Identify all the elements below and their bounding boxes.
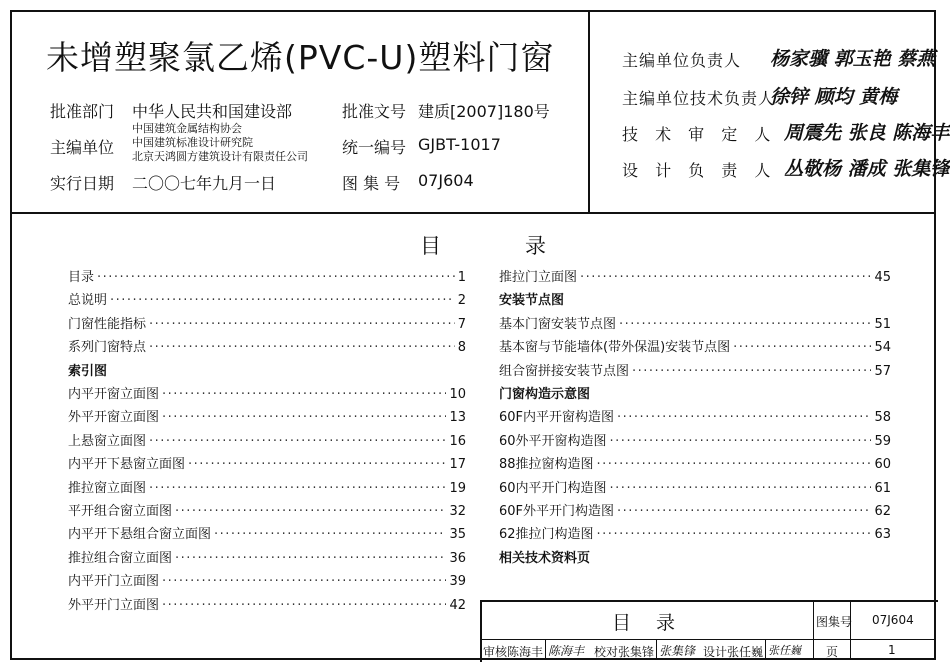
approval-doc-label: 批准文号 <box>342 102 407 121</box>
toc-entry-page: 17 <box>449 457 466 473</box>
approval-dept: 中华人民共和国建设部 <box>132 102 293 121</box>
toc-entry[interactable] <box>68 525 466 545</box>
toc-entry[interactable] <box>68 502 466 522</box>
toc-entry-label: 系列门窗特点 <box>68 340 147 356</box>
toc-entry-page: 10 <box>449 387 466 402</box>
unified-no-label: 统一编号 <box>342 138 407 157</box>
toc-entry-label: 目录 <box>68 270 95 285</box>
toc-entry-label: 平开组合窗立面图 <box>68 504 173 519</box>
toc-entry[interactable] <box>68 291 466 311</box>
review-name: 陈海丰 <box>507 645 544 659</box>
toc-entry[interactable] <box>68 268 466 288</box>
toc-entry-label: 外平开窗立面图 <box>68 410 160 426</box>
toc-entry-label: 内平开窗立面图 <box>68 387 160 402</box>
editor-unit-label: 主编单位 <box>50 138 115 157</box>
toc-entry-page: 42 <box>449 597 466 613</box>
responsible-label-3: 技 术 审 定 人 <box>622 125 777 144</box>
page-number: 1 <box>888 643 896 657</box>
atlas-no-label: 图 集 号 <box>342 174 401 193</box>
design-label: 设计 <box>703 645 728 659</box>
editor-unit-2: 中国建筑标准设计研究院 <box>132 136 253 149</box>
toc-leader-dots <box>597 525 872 545</box>
toc-entry-page: 61 <box>874 480 891 496</box>
toc-entry-page: 45 <box>874 270 891 285</box>
toc-entry[interactable] <box>68 385 466 405</box>
toc-entry-label: 上悬窗立面图 <box>68 433 147 449</box>
toc-section-heading: 安装节点图 <box>499 293 565 309</box>
toc-entry-page: 7 <box>457 316 466 332</box>
toc-entry-page: 62 <box>874 504 891 519</box>
toc-entry-page: 19 <box>449 480 466 496</box>
toc-entry-page: 54 <box>874 340 891 356</box>
toc-entry-label: 基本窗与节能墙体(带外保温)安装节点图 <box>499 340 731 356</box>
page-label: 页 <box>826 645 839 659</box>
check-signature: 张集锋 <box>659 644 696 658</box>
title-block-sep-2 <box>656 639 657 660</box>
responsible-label-1: 主编单位负责人 <box>622 51 742 70</box>
title-block-hline <box>480 639 936 640</box>
toc-leader-dots <box>580 268 871 288</box>
toc-leader-dots <box>214 525 446 545</box>
responsible-label-4: 设 计 负 责 人 <box>622 161 777 180</box>
toc-heading: 目 录 <box>420 234 546 258</box>
toc-entry-page: 35 <box>449 527 466 543</box>
toc-leader-dots <box>617 502 871 522</box>
title-block-vline-2 <box>850 600 851 660</box>
toc-entry-label: 内平开下悬窗立面图 <box>68 457 186 473</box>
approval-dept-label: 批准部门 <box>50 102 115 121</box>
toc-section-heading: 相关技术资料页 <box>499 550 591 566</box>
toc-entry-page: 58 <box>874 410 891 426</box>
document-title: 未增塑聚氯乙烯(PVC-U)塑料门窗 <box>46 38 555 77</box>
toc-entry-page: 1 <box>457 270 466 285</box>
design-name: 张任巍 <box>727 645 764 659</box>
toc-entry-label: 组合窗拼接安装节点图 <box>499 363 630 379</box>
effective-date: 二〇〇七年九月一日 <box>132 174 277 193</box>
toc-entry-page: 60 <box>874 457 891 473</box>
toc-entry[interactable] <box>68 572 466 592</box>
toc-leader-dots <box>733 338 871 358</box>
toc-leader-dots <box>162 596 446 616</box>
toc-leader-dots <box>632 362 871 382</box>
toc-entry-page: 13 <box>449 410 466 426</box>
header-divider <box>10 212 936 214</box>
toc-entry-page: 59 <box>874 433 891 449</box>
toc-leader-dots <box>149 479 446 499</box>
toc-entry-page: 57 <box>874 363 891 379</box>
toc-entry[interactable] <box>499 268 891 288</box>
toc-entry-label: 外平开门立面图 <box>68 597 160 613</box>
toc-entry-page: 32 <box>449 504 466 519</box>
toc-entry[interactable] <box>499 338 891 358</box>
toc-entry[interactable] <box>499 455 891 475</box>
toc-entry[interactable] <box>68 549 466 569</box>
toc-entry[interactable] <box>68 596 466 616</box>
effective-label: 实行日期 <box>50 174 115 193</box>
toc-entry-label: 推拉组合窗立面图 <box>68 550 173 566</box>
toc-entry[interactable] <box>68 338 466 358</box>
editor-unit-1: 中国建筑金属结构协会 <box>132 122 242 135</box>
toc-entry[interactable] <box>499 408 891 428</box>
toc-entry-label: 门窗性能指标 <box>68 316 147 332</box>
toc-leader-dots <box>162 572 446 592</box>
check-label: 校对 <box>594 645 619 659</box>
toc-entry[interactable] <box>68 408 466 428</box>
header-vertical-divider <box>588 10 590 213</box>
toc-leader-dots <box>175 502 446 522</box>
toc-entry-page: 39 <box>449 574 466 590</box>
toc-entry-page: 16 <box>449 433 466 449</box>
design-signature: 张任巍 <box>768 644 801 657</box>
toc-leader-dots <box>149 338 455 358</box>
review-signature: 陈海丰 <box>548 644 585 658</box>
toc-entry-page: 8 <box>457 340 466 356</box>
toc-entry-page: 36 <box>449 550 466 566</box>
toc-entry-label: 88推拉窗构造图 <box>499 457 594 473</box>
approval-doc: 建质[2007]180号 <box>418 102 550 121</box>
title-block-sep-3 <box>765 639 766 660</box>
toc-leader-dots <box>188 455 446 475</box>
toc-entry-label: 内平开下悬组合窗立面图 <box>68 527 212 543</box>
toc-entry-label: 60外平开窗构造图 <box>499 433 607 449</box>
toc-section-heading: 门窗构造示意图 <box>499 387 591 402</box>
title-block-atlas-label: 图集号 <box>816 615 853 629</box>
unified-no: GJBT-1017 <box>418 135 501 154</box>
toc-leader-dots <box>162 385 446 405</box>
toc-entry-page: 51 <box>874 316 891 332</box>
toc-leader-dots <box>149 315 455 335</box>
responsible-label-2: 主编单位技术负责人 <box>622 89 776 108</box>
toc-entry-label: 60F内平开窗构造图 <box>499 410 615 426</box>
signature-1: 杨家骥 郭玉艳 蔡燕 <box>770 48 936 70</box>
title-block-vline-1 <box>813 600 814 660</box>
check-name: 张集锋 <box>618 645 655 659</box>
toc-section-heading: 索引图 <box>68 363 108 379</box>
toc-entry[interactable] <box>499 525 891 545</box>
toc-leader-dots <box>610 479 872 499</box>
toc-entry[interactable] <box>499 432 891 452</box>
toc-entry-label: 内平开门立面图 <box>68 574 160 590</box>
toc-entry[interactable] <box>499 362 891 382</box>
toc-leader-dots <box>110 291 455 311</box>
toc-entry-label: 基本门窗安装节点图 <box>499 316 617 332</box>
toc-entry-label: 总说明 <box>68 293 108 309</box>
toc-entry[interactable] <box>499 315 891 335</box>
toc-leader-dots <box>175 549 446 569</box>
toc-entry-label: 推拉门立面图 <box>499 270 578 285</box>
signature-2: 徐锌 顾均 黄梅 <box>770 86 898 108</box>
toc-entry[interactable] <box>68 479 466 499</box>
atlas-no: 07J604 <box>418 171 474 190</box>
toc-leader-dots <box>162 408 446 428</box>
toc-entry-label: 62推拉门构造图 <box>499 527 594 543</box>
editor-unit-3: 北京天鸿圆方建筑设计有限责任公司 <box>132 150 308 163</box>
toc-entry[interactable] <box>499 502 891 522</box>
toc-leader-dots <box>149 432 446 452</box>
toc-entry[interactable] <box>499 479 891 499</box>
title-block-sep-1 <box>545 639 546 660</box>
toc-entry-page: 63 <box>874 527 891 543</box>
toc-entry-label: 60F外平开门构造图 <box>499 504 615 519</box>
title-block-atlas-no: 07J604 <box>872 613 914 627</box>
toc-leader-dots <box>617 408 871 428</box>
signature-3: 周震先 张良 陈海丰 <box>784 122 950 144</box>
toc-leader-dots <box>610 432 872 452</box>
toc-entry[interactable] <box>68 432 466 452</box>
toc-leader-dots <box>97 268 455 288</box>
toc-leader-dots <box>619 315 871 335</box>
toc-entry-page: 2 <box>457 293 466 309</box>
toc-entry[interactable] <box>68 315 466 335</box>
toc-entry[interactable] <box>68 455 466 475</box>
toc-entry-label: 60内平开门构造图 <box>499 480 607 496</box>
toc-leader-dots <box>597 455 872 475</box>
signature-4: 丛敬杨 潘成 张集锋 <box>784 158 950 180</box>
title-block-name: 目 录 <box>612 612 679 634</box>
review-label: 审核 <box>483 645 508 659</box>
toc-entry-label: 推拉窗立面图 <box>68 480 147 496</box>
